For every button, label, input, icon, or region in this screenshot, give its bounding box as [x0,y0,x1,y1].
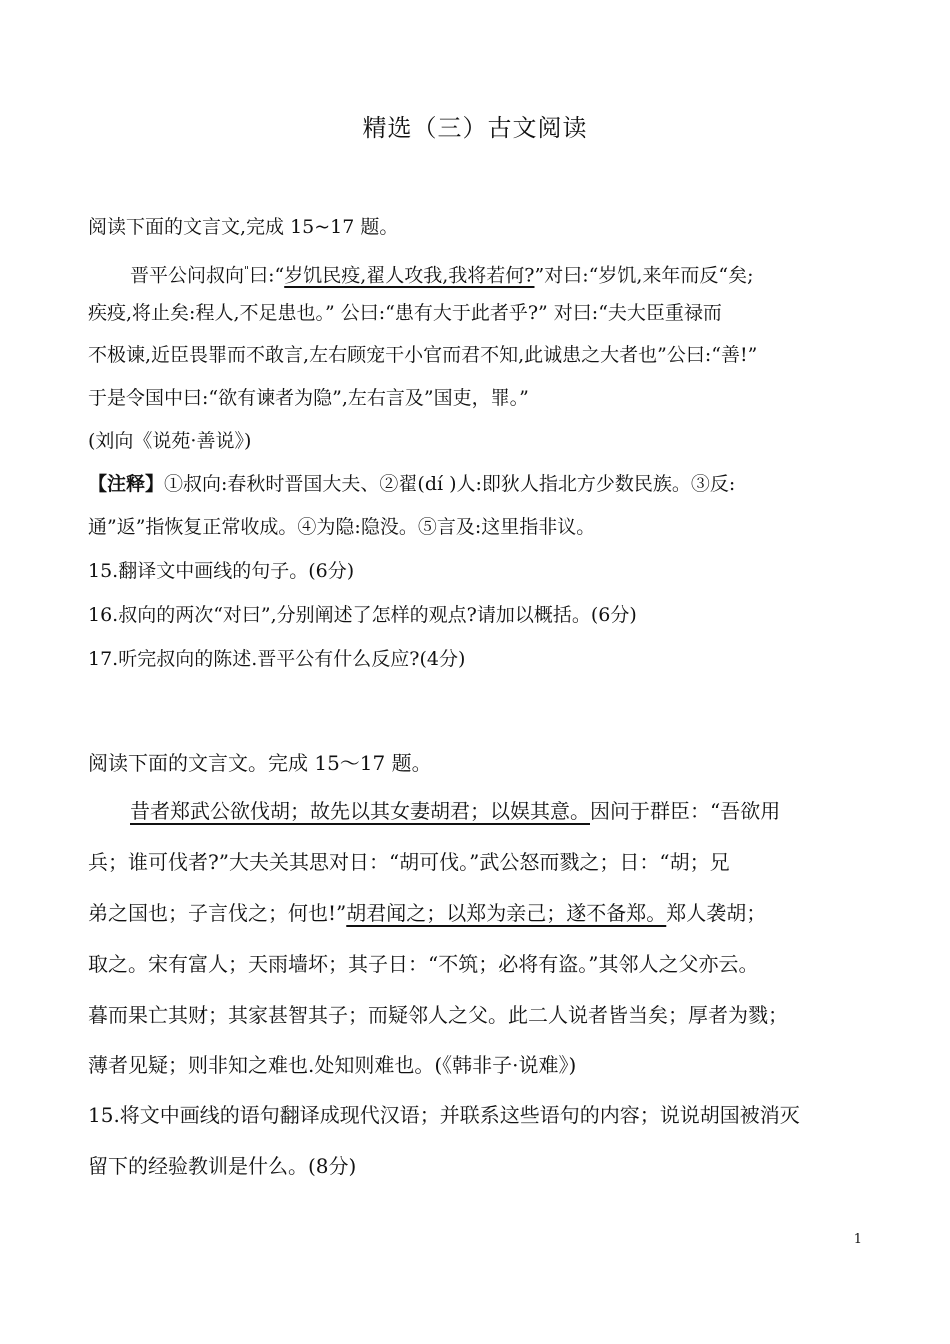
page-number: 1 [853,1232,862,1247]
section1-notes-line-1 [88,469,735,499]
section2-question-15-line-2: 留下的经验教训是什么。(8分) [88,1154,357,1178]
underlined-sentence: 胡君闻之；以郑为亲己；遂不备郑。 [346,901,667,925]
section2-para-line-5: 暮而果亡其财；其家甚智其子；而疑邻人之父。此二人说者皆当矣；厚者为戮； [88,1003,788,1027]
question-16: 16.叔向的两次“对曰”,分别阐述了怎样的观点?请加以概括。(6分) [88,604,637,626]
underlined-sentence: 昔者郑武公欲伐胡；故先以其女妻胡君；以娱其意。 [130,799,590,823]
text-segment: ”对曰:“岁饥,来年而反“矣; [534,264,754,287]
underlined-sentence: 岁饥民疫,翟人攻我,我将若何? [284,264,535,287]
section1-source: (刘向《说苑·善说》) [88,430,252,452]
section2-para-line-2: 兵；谁可伐者?”大夫关其思对日：“胡可伐。”武公怒而戮之；日：“胡；兄 [88,850,730,874]
section1-intro: 阅读下面的文言文,完成 15~17 题。 [88,216,399,238]
note-label: 【注释】 [88,473,165,495]
text-segment: 晋平公问叔向 [130,264,245,287]
text-segment: 因问于群臣：“吾欲用 [590,799,781,823]
text-segment: 弟之国也；子言伐之；何也!” [88,901,347,925]
section1-para-line-2: 疾疫,将止矣:程人,不足患也。” 公曰:“患有大于此者乎?” 对曰:“夫大臣重禄而 [88,302,722,324]
section2-para-line-3 [88,898,766,928]
section2-para-line-1 [130,796,780,826]
question-17: 17.听完叔向的陈述.晋平公有什么反应?(4分) [88,648,466,670]
question-15: 15.翻译文中画线的句子。(6分) [88,560,355,582]
section1-para-line-4: 于是令国中曰:“欲有谏者为隐”,左右言及”国吏，罪。” [88,387,529,409]
section1-para-line-1: 晋平公问叔向"曰:“岁饥民疫,翟人攻我,我将若何?”对曰:“岁饥,来年而反“矣; [130,264,754,287]
section1-para-line-3: 不极谏,近臣畏罪而不敢言,左右顾宠干小官而君不知,此诚患之大者也”公曰:“善!” [88,344,758,366]
text-segment: 郑人袭胡； [666,901,767,925]
text-segment: 曰:“ [249,264,285,287]
section2-para-line-4: 取之。宋有富人；天雨墙坏；其子日：“不筑；必将有盗。”其邻人之父亦云。 [88,952,759,976]
section2-para-line-6: 薄者见疑；则非知之难也.处知则难也。(《韩非子·说难》) [88,1053,577,1077]
section1-notes-line-2: 通”返”指恢复正常收成。④为隐:隐没。⑤言及:这里指非议。 [88,516,596,538]
page-title: 精选（三）古文阅读 [362,114,588,142]
section2-question-15-line-1: 15.将文中画线的语句翻译成现代汉语；并联系这些语句的内容；说说胡国被消灭 [88,1103,800,1127]
section2-intro: 阅读下面的文言文。完成 15～17 题。 [88,751,432,775]
text-segment: ①叔向:春秋时晋国大夫、②翟(dí )人:即狄人指北方少数民族。③反: [164,473,736,495]
